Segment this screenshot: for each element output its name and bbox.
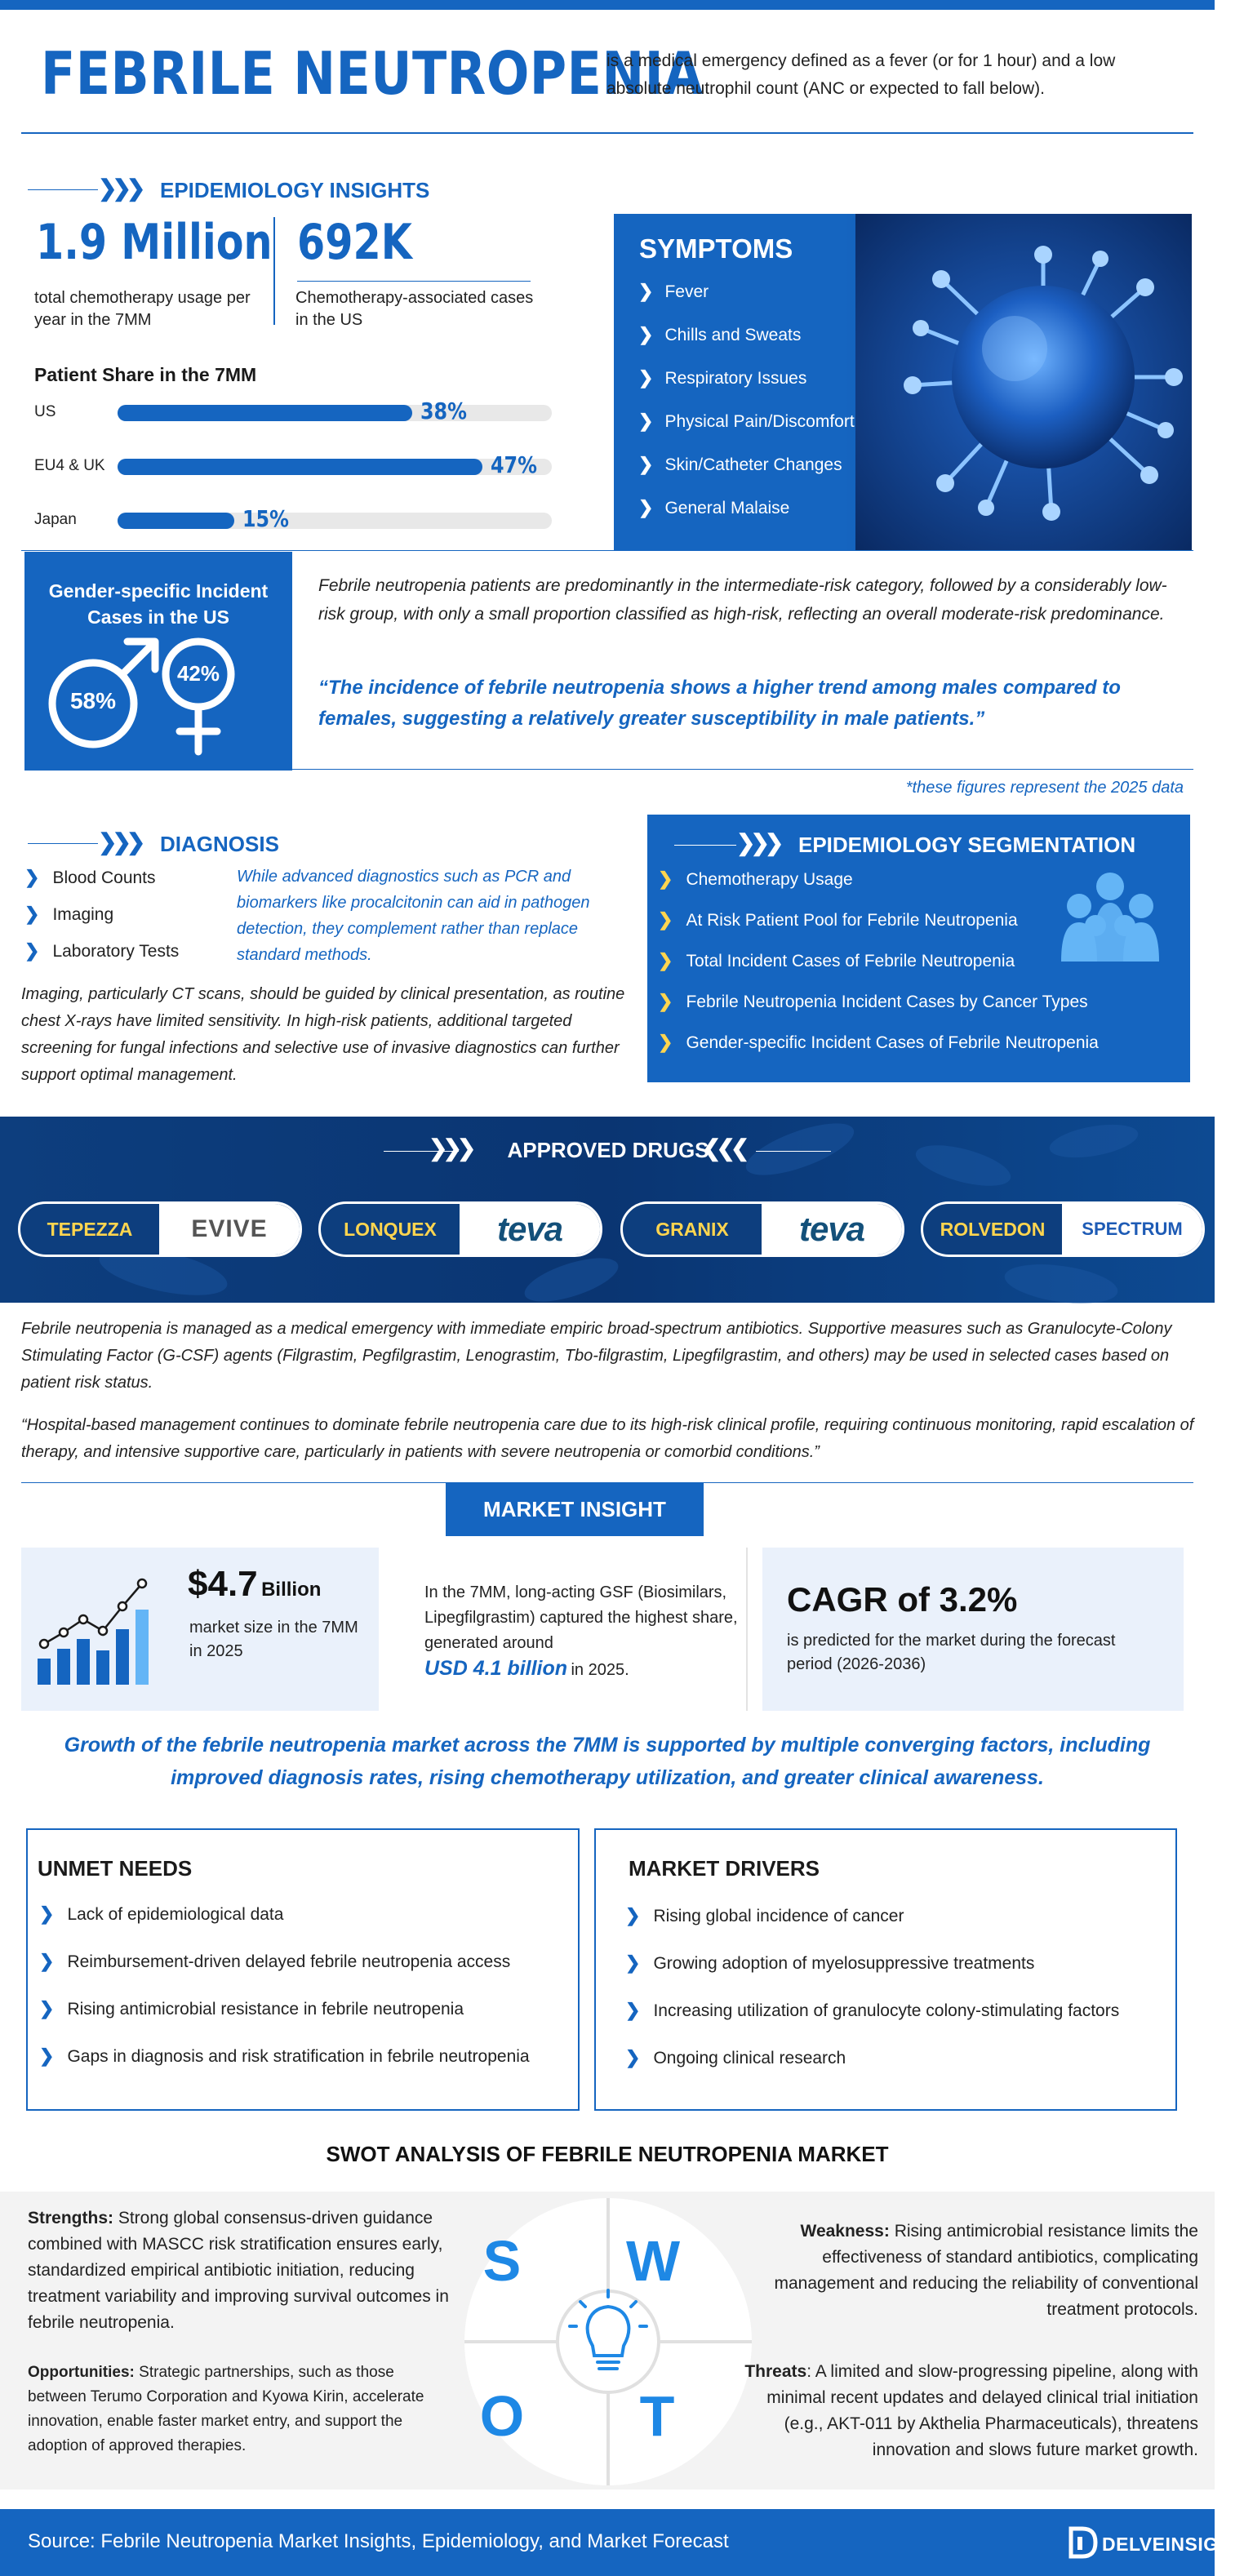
segmentation-label: Chemotherapy Usage bbox=[686, 870, 853, 889]
virus-image bbox=[855, 214, 1192, 550]
female-percentage: 42% bbox=[176, 661, 220, 686]
approved-drugs-heading: APPROVED DRUGS bbox=[507, 1138, 709, 1162]
data-note: *these figures represent the 2025 data bbox=[905, 779, 1184, 797]
drug-name: GRANIX bbox=[655, 1219, 729, 1240]
symptom-item bbox=[638, 281, 709, 302]
delveinsight-logo-icon bbox=[1066, 2525, 1100, 2560]
strengths-text: Strong global consensus-driven guidance combined with MASCC risk stratification ensures early, standardized empirical antibiotic initiation, reducing treatment variability and improving survival outcomes in febrile neutropenia. bbox=[28, 2209, 449, 2332]
chevron-right-icon: ❯ bbox=[658, 1032, 673, 1052]
stat-chemo-usage-label: total chemotherapy usage per year in the 7MM bbox=[34, 289, 251, 329]
swot-letter-t: T bbox=[639, 2384, 675, 2448]
opportunities-text: Strategic partnerships, such as those between Terumo Corporation and Kyowa Kirin, accelerate innovation, enable faster market entry, and support the adoption of approved therapies. bbox=[28, 2364, 424, 2454]
chevron-right-icon: ❯ bbox=[638, 281, 654, 301]
swot-threats bbox=[731, 2359, 1198, 2463]
bar-fill bbox=[118, 513, 234, 529]
growth-chart-icon bbox=[33, 1559, 171, 1698]
female-symbol-icon bbox=[162, 633, 245, 756]
symptom-label: Skin/Catheter Changes bbox=[664, 455, 842, 474]
unmet-need-label: Rising antimicrobial resistance in febrile neutropenia bbox=[67, 2000, 464, 2019]
segmentation-label: Total Incident Cases of Febrile Neutropenia bbox=[686, 952, 1015, 970]
stat-divider bbox=[273, 217, 275, 325]
patient-share-title: Patient Share in the 7MM bbox=[34, 364, 257, 385]
diagnosis-heading: DIAGNOSIS bbox=[160, 832, 279, 856]
chevron-right-icon: ❯ bbox=[638, 411, 654, 431]
chevron-right-icon: ❯ bbox=[625, 2000, 641, 2020]
chevron-right-icon: ❯ bbox=[625, 1952, 641, 1973]
drug-pill bbox=[18, 1201, 302, 1257]
people-group-icon bbox=[1060, 870, 1161, 962]
market-size-label: market size in the 7MM in 2025 bbox=[189, 1619, 358, 1660]
management-paragraph: Febrile neutropenia is managed as a medical emergency with immediate empiric broad-spectrum antibiotics. Supportive measures such as Granulocyte-Colony Stimulating Factor (G-CSF) agents (Filgrastim, Pegfilgrastim, Lenograstim, Tbo-filgrastim, Lipegfilgrastim, and others) may be used in selected cases based on patient risk status. bbox=[21, 1320, 1172, 1392]
diagnosis-item bbox=[24, 940, 179, 962]
symptoms-heading: SYMPTOMS bbox=[639, 233, 793, 264]
swot-letter-o: O bbox=[479, 2384, 525, 2448]
unmet-needs-heading: UNMET NEEDS bbox=[38, 1856, 193, 1881]
symptom-label: Respiratory Issues bbox=[664, 369, 807, 388]
swot-heading: SWOT ANALYSIS OF FEBRILE NEUTROPENIA MARKET bbox=[326, 2142, 889, 2166]
drug-pill bbox=[620, 1201, 904, 1257]
segmentation-item bbox=[658, 868, 853, 890]
gsf-value: USD 4.1 billion bbox=[424, 1657, 568, 1680]
segmentation-label: Gender-specific Incident Cases of Febrile Neutropenia bbox=[686, 1033, 1099, 1052]
chevrons-icon: ❯❯❯ bbox=[736, 830, 780, 855]
company-name: teva bbox=[496, 1210, 563, 1248]
market-size-unit: Billion bbox=[261, 1579, 322, 1601]
market-driver-item bbox=[625, 2047, 846, 2068]
swot-weakness bbox=[736, 2218, 1198, 2323]
chevron-right-icon: ❯ bbox=[638, 454, 654, 474]
chevrons-left-icon: ❯❯❯ bbox=[429, 1135, 472, 1161]
diagnosis-side-note: While advanced diagnostics such as PCR and biomarkers like procalcitonin can aid in pathogen detection, they complement rather than replace standard methods. bbox=[237, 868, 590, 964]
company-name: teva bbox=[798, 1210, 865, 1248]
weakness-text: Rising antimicrobial resistance limits the effectiveness of standard antibiotics, complicating management and reducing the reliability of conventional treatment protocols. bbox=[774, 2222, 1198, 2319]
market-driver-label: Increasing utilization of granulocyte colony-stimulating factors bbox=[653, 2001, 1120, 2020]
company-name: EVIVE bbox=[191, 1215, 268, 1242]
unmet-need-label: Lack of epidemiological data bbox=[67, 1905, 284, 1924]
bar-percentage: 38% bbox=[420, 398, 467, 424]
drug-pill bbox=[921, 1201, 1205, 1257]
symptom-item bbox=[638, 411, 855, 432]
symptom-label: Fever bbox=[664, 282, 709, 301]
diagnosis-item bbox=[24, 904, 113, 925]
segmentation-item bbox=[658, 1032, 1099, 1053]
chevron-right-icon: ❯ bbox=[24, 904, 40, 924]
market-driver-label: Growing adoption of myelosuppressive treatments bbox=[653, 1954, 1035, 1973]
segmentation-item bbox=[658, 909, 1018, 930]
swot-strengths bbox=[28, 2205, 452, 2336]
threats-label: Threats bbox=[744, 2362, 807, 2381]
chevron-right-icon: ❯ bbox=[24, 940, 40, 961]
segmentation-item bbox=[658, 991, 1088, 1012]
unmet-need-item bbox=[39, 1998, 464, 2019]
stat-chemo-usage: 1.9 Million bbox=[36, 214, 273, 271]
heading-line bbox=[756, 1151, 831, 1152]
bar-label: EU4 & UK bbox=[34, 457, 105, 474]
epidemiology-heading: EPIDEMIOLOGY INSIGHTS bbox=[160, 178, 430, 202]
bar-fill bbox=[118, 405, 412, 421]
market-driver-item bbox=[625, 2000, 1119, 2021]
diagnosis-label: Imaging bbox=[52, 905, 114, 924]
heading-line bbox=[28, 189, 98, 190]
market-driver-item bbox=[625, 1905, 904, 1926]
symptom-item bbox=[638, 324, 801, 345]
weakness-label: Weakness: bbox=[800, 2222, 890, 2241]
chevrons-icon: ❯❯❯ bbox=[98, 175, 141, 201]
symptom-item bbox=[638, 497, 789, 518]
chevron-right-icon: ❯ bbox=[638, 497, 654, 517]
company-logo bbox=[460, 1204, 600, 1255]
chevron-right-icon: ❯ bbox=[39, 1998, 55, 2019]
diagnosis-paragraph: Imaging, particularly CT scans, should be guided by clinical presentation, as routine chest X-rays have limited sensitivity. In high-risk patients, additional targeted screening for fungal infections and selective use of invasive diagnostics can further support optimal management. bbox=[21, 985, 625, 1084]
male-percentage: 58% bbox=[69, 688, 117, 713]
hospital-quote: “Hospital-based management continues to dominate febrile neutropenia care due to its high-risk clinical profile, requiring continuous monitoring, rapid escalation of therapy, and intensive supportive care, particularly in patients with severe neutropenia or comorbid conditions.” bbox=[21, 1416, 1194, 1461]
stat-underline bbox=[297, 281, 531, 282]
diagnosis-label: Blood Counts bbox=[52, 868, 156, 887]
chevron-right-icon: ❯ bbox=[658, 950, 673, 970]
unmet-need-item bbox=[39, 1951, 510, 1972]
market-size bbox=[188, 1564, 321, 1605]
company-logo bbox=[159, 1204, 300, 1255]
chevrons-right-icon: ❮❮❮ bbox=[702, 1135, 745, 1161]
growth-statement: Growth of the febrile neutropenia market across the 7MM is supported by multiple converging factors, including improved diagnosis rates, rising chemotherapy utilization, and greater clinical awareness. bbox=[64, 1734, 1151, 1789]
divider bbox=[21, 550, 1193, 551]
heading-line bbox=[28, 843, 98, 844]
chevron-right-icon: ❯ bbox=[658, 909, 673, 930]
bar-percentage: 15% bbox=[242, 505, 289, 532]
market-insight-heading: MARKET INSIGHT bbox=[446, 1482, 704, 1536]
swot-letter-s: S bbox=[482, 2229, 522, 2293]
market-driver-label: Ongoing clinical research bbox=[653, 2049, 846, 2067]
market-driver-item bbox=[625, 1952, 1034, 1974]
symptom-label: Chills and Sweats bbox=[664, 326, 802, 344]
market-size-value: $4.7 bbox=[188, 1564, 258, 1604]
segmentation-label: At Risk Patient Pool for Febrile Neutropenia bbox=[686, 911, 1018, 930]
gender-quote: “The incidence of febrile neutropenia shows a higher trend among males compared to females, suggesting a relatively greater susceptibility in male patients.” bbox=[318, 677, 1121, 730]
chevron-right-icon: ❯ bbox=[638, 367, 654, 388]
gsf-value-line bbox=[424, 1657, 629, 1681]
company-logo bbox=[1062, 1204, 1202, 1255]
footer-source: Source: Febrile Neutropenia Market Insights, Epidemiology, and Market Forecast bbox=[28, 2530, 729, 2552]
chevron-right-icon: ❯ bbox=[658, 868, 673, 889]
bar-label: US bbox=[34, 403, 56, 420]
segmentation-heading: EPIDEMIOLOGY SEGMENTATION bbox=[798, 833, 1136, 857]
stat-us-cases: 692K bbox=[297, 214, 412, 271]
swot-letter-w: W bbox=[625, 2229, 681, 2293]
chevron-right-icon: ❯ bbox=[625, 2047, 641, 2067]
gsf-suffix: in 2025. bbox=[571, 1661, 629, 1679]
divider bbox=[292, 769, 1193, 770]
symptom-item bbox=[638, 454, 842, 475]
opportunities-label: Opportunities: bbox=[28, 2364, 135, 2381]
diagnosis-label: Laboratory Tests bbox=[52, 942, 180, 961]
gender-title: Gender-specific Incident Cases in the US bbox=[48, 580, 269, 628]
cagr-label: is predicted for the market during the forecast period (2026-2036) bbox=[787, 1632, 1116, 1673]
divider bbox=[21, 132, 1193, 134]
symptom-label: General Malaise bbox=[664, 499, 790, 517]
drug-name: LONQUEX bbox=[344, 1219, 437, 1240]
company-name: SPECTRUM bbox=[1082, 1219, 1183, 1239]
strengths-label: Strengths: bbox=[28, 2209, 113, 2227]
footer-brand: DELVEINSIGHT bbox=[1102, 2534, 1244, 2555]
symptom-item bbox=[638, 367, 806, 389]
drug-name: TEPEZZA bbox=[47, 1219, 133, 1240]
chevron-right-icon: ❯ bbox=[638, 324, 654, 344]
segmentation-label: Febrile Neutropenia Incident Cases by Cancer Types bbox=[686, 993, 1088, 1011]
gsf-text: In the 7MM, long-acting GSF (Biosimilars, Lipegfilgrastim) captured the highest share, generated around bbox=[424, 1583, 738, 1652]
risk-paragraph: Febrile neutropenia patients are predominantly in the intermediate-risk category, followed by a considerably low-risk group, with only a small proportion classified as high-risk, reflecting an overall moderate-risk predominance. bbox=[318, 576, 1167, 624]
heading-line bbox=[674, 845, 736, 846]
chevron-right-icon: ❯ bbox=[625, 1905, 641, 1925]
drug-name: ROLVEDON bbox=[940, 1219, 1046, 1240]
segmentation-item bbox=[658, 950, 1015, 971]
unmet-need-item bbox=[39, 2045, 530, 2067]
bar-fill bbox=[118, 459, 482, 475]
market-drivers-heading: MARKET DRIVERS bbox=[629, 1856, 820, 1881]
market-driver-label: Rising global incidence of cancer bbox=[653, 1907, 904, 1925]
unmet-need-item bbox=[39, 1903, 283, 1925]
symptom-label: Physical Pain/Discomfort bbox=[664, 412, 855, 431]
chevron-right-icon: ❯ bbox=[39, 2045, 55, 2066]
chevrons-icon: ❯❯❯ bbox=[98, 829, 141, 855]
stat-us-cases-label: Chemotherapy-associated cases in the US bbox=[295, 289, 534, 329]
chevron-right-icon: ❯ bbox=[24, 867, 40, 887]
cagr-title: CAGR of 3.2% bbox=[787, 1580, 1018, 1619]
company-logo bbox=[762, 1204, 902, 1255]
chevron-right-icon: ❯ bbox=[39, 1951, 55, 1971]
swot-opportunities bbox=[28, 2361, 436, 2458]
diagnosis-item bbox=[24, 867, 156, 888]
page-subtitle: is a medical emergency defined as a fever (or for 1 hour) and a low absolute neutrophil count (ANC or expected to fall below). bbox=[606, 51, 1116, 98]
bar-percentage: 47% bbox=[491, 451, 537, 478]
bar-label: Japan bbox=[34, 511, 77, 528]
threats-text: : A limited and slow-progressing pipeline, along with minimal recent updates and delayed clinical trial initiation (e.g., AKT-011 by Akthelia Pharmaceuticals), threatens innovation and slows future market growth. bbox=[766, 2362, 1198, 2459]
chevron-right-icon: ❯ bbox=[658, 991, 673, 1011]
unmet-need-label: Gaps in diagnosis and risk stratification in febrile neutropenia bbox=[67, 2047, 530, 2066]
page-title: FEBRILE NEUTROPENIA bbox=[41, 39, 704, 108]
chevron-right-icon: ❯ bbox=[39, 1903, 55, 1924]
unmet-need-label: Reimbursement-driven delayed febrile neutropenia access bbox=[67, 1952, 511, 1971]
top-bar bbox=[0, 0, 1215, 10]
drug-pill bbox=[318, 1201, 602, 1257]
